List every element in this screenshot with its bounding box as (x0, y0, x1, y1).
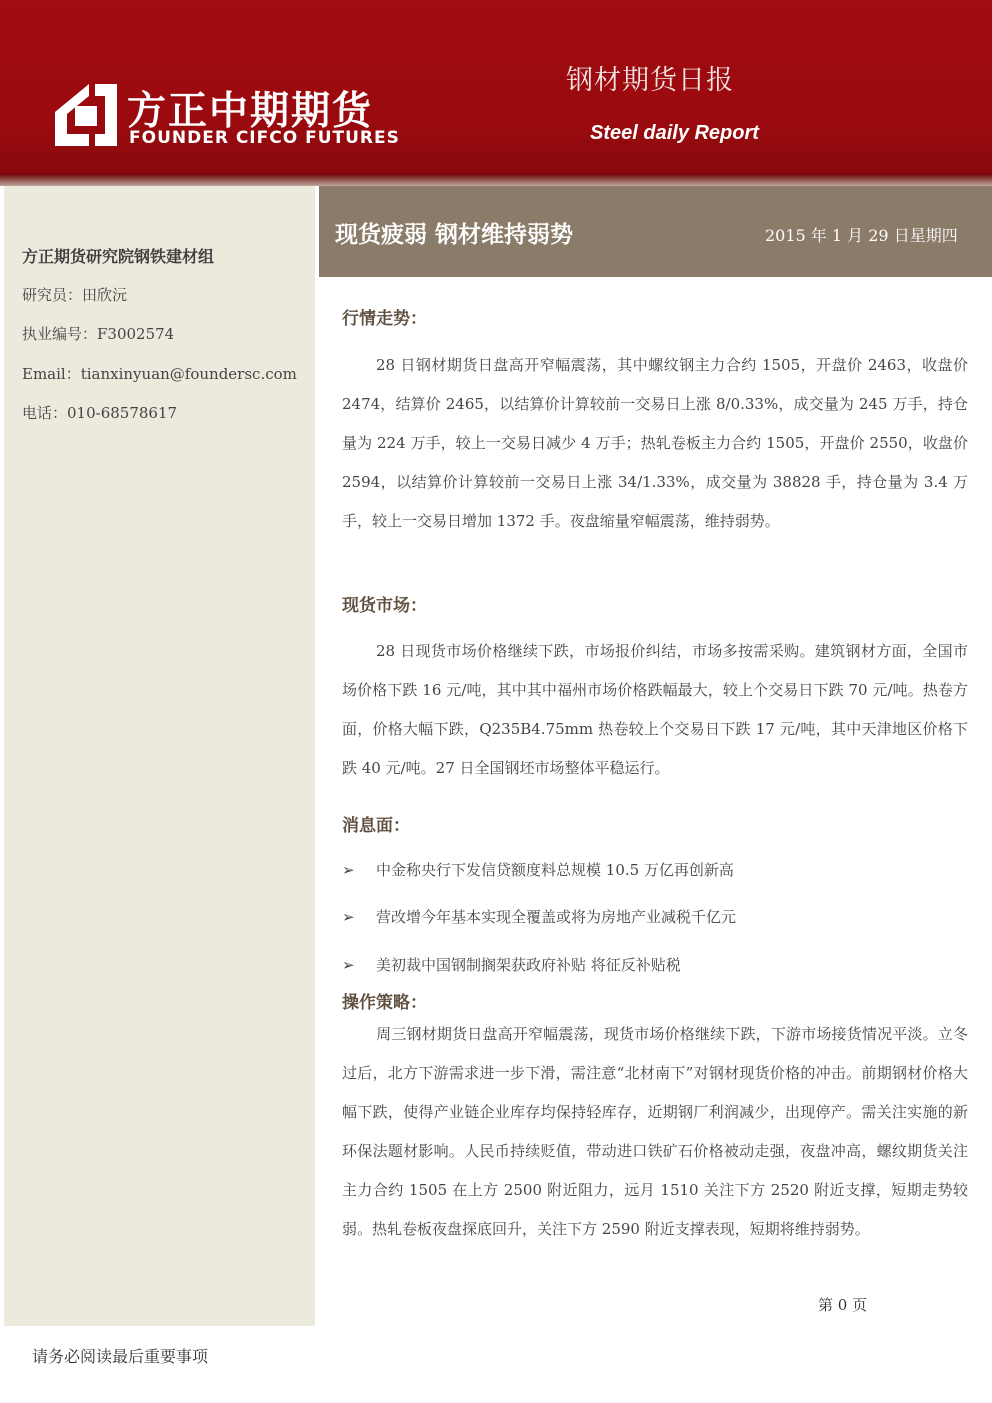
sidebar-license: 执业编号：F3002574 (22, 325, 175, 343)
header-shadow (0, 174, 992, 186)
section-heading-spot: 现货市场： (342, 596, 427, 616)
list-item: ➢ 美初裁中国钢制搁架获政府补贴 将征反补贴税 (342, 956, 681, 974)
company-name-cn: 方正中期期货 (127, 89, 374, 134)
section-heading-strategy: 操作策略： (342, 993, 427, 1013)
founder-logo-icon (55, 84, 117, 146)
report-title-cn: 钢材期货日报 (566, 65, 734, 96)
list-item: ➢ 中金称央行下发信贷额度料总规模 10.5 万亿再创新高 (342, 861, 734, 879)
section-heading-market: 行情走势： (342, 309, 427, 329)
page-title: 现货疲弱 钢材维持弱势 (335, 222, 574, 248)
arrow-bullet-icon: ➢ (342, 908, 355, 926)
list-item: ➢ 营改增今年基本实现全覆盖或将为房地产业减税千亿元 (342, 908, 737, 926)
footer-disclaimer-note: 请务必阅读最后重要事项 (32, 1347, 209, 1366)
company-name-en: FOUNDER CIFCO FUTURES (129, 128, 400, 148)
arrow-bullet-icon: ➢ (342, 861, 355, 879)
section-text-strategy: 周三钢材期货日盘高开窄幅震荡，现货市场价格继续下跌，下游市场接货情况平淡。立冬过后，北方下游需求进一步下滑，需注意“北材南下”对钢材现货价格的冲击。前期钢材价格大幅下跌，使得产业链企业库存均保持轻库存，近期钢厂利润减少，出现停产。需关注实施的新环保法题材影响。人民币持续贬值，带动进口铁矿石价格被动走强，夜盘冲高，螺纹期货关注主力合约 1505 在上方 2500 附近阻力，远月 1510 关注下方 2520 附近支撑，短期走势较弱。热轧卷板夜盘探底回升，关注下方 2590 附近支撑表现，短期将维持弱势。 (342, 1025, 968, 1238)
arrow-bullet-icon: ➢ (342, 956, 355, 974)
section-text-market: 28 日钢材期货日盘高开窄幅震荡，其中螺纹钢主力合约 1505，开盘价 2463，收盘价 2474，结算价 2465，以结算价计算较前一交易日上涨 8/0.33%，成交量为 245 万手，持仓量为 224 万手，较上一交易日减少 4 万手；热轧卷板主力合约 1505，开盘价 2550，收盘价 2594，以结算价计算较前一交易日上涨 34/1.33%，成交量为 38828 手，持仓量为 3.4 万手，较上一交易日增加 1372 手。夜盘缩量窄幅震荡，维持弱势。 (342, 356, 968, 530)
sidebar-email: Email：tianxinyuan@foundersc.com (22, 365, 297, 383)
sidebar (4, 186, 315, 1326)
sidebar-org: 方正期货研究院钢铁建材组 (22, 247, 215, 266)
sidebar-phone: 电话：010-68578617 (22, 404, 178, 422)
page-number: 第 0 页 (818, 1296, 868, 1314)
report-title-en: Steel daily Report (590, 122, 759, 144)
section-heading-news: 消息面： (342, 816, 410, 836)
sidebar-researcher: 研究员：田欣沅 (22, 286, 128, 304)
section-text-spot: 28 日现货市场价格继续下跌，市场报价纠结，市场多按需采购。建筑钢材方面，全国市场价格下跌 16 元/吨，其中其中福州市场价格跌幅最大，较上个交易日下跌 70 元/吨。热卷方面，价格大幅下跌，Q235B4.75mm 热卷较上个交易日下跌 17 元/吨，其中天津地区价格下跌 40 元/吨。27 日全国钢坯市场整体平稳运行。 (342, 642, 968, 777)
report-date: 2015 年 1 月 29 日星期四 (765, 226, 958, 245)
